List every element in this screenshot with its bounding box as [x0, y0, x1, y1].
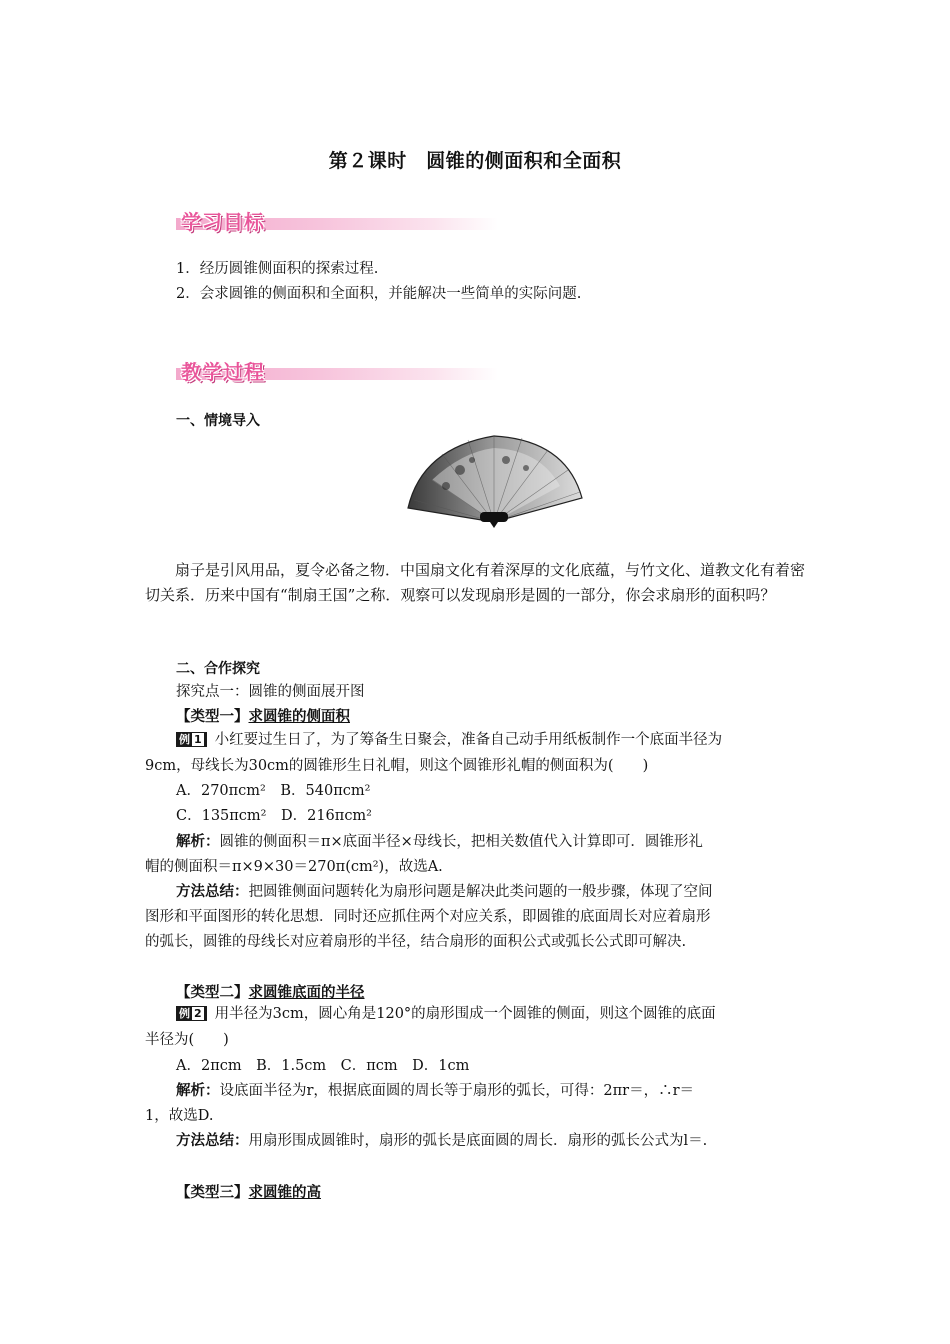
method-label: 方法总结： — [176, 884, 249, 900]
question-text: 用半径为3cm，圆心角是120°的扇形围成一个圆锥的侧面，则这个圆锥的底面 — [214, 1006, 716, 1022]
section-heading: 二、合作探究 — [176, 661, 260, 677]
analysis-line — [176, 831, 703, 853]
question-text: 9cm，母线长为30cm的圆锥形生日礼帽，则这个圆锥形礼帽的侧面积为( ) — [145, 758, 649, 774]
example-badge-number: 2 — [194, 1007, 202, 1020]
example-question — [176, 729, 722, 751]
options-line: C．135πcm² D．216πcm² — [176, 808, 372, 824]
type-title: 求圆锥底面的半径 — [248, 985, 365, 1001]
type-bracket: 【类型二】 — [176, 985, 249, 1001]
type-bracket: 【类型一】 — [176, 709, 249, 725]
goal-item: 1．经历圆锥侧面积的探索过程. — [176, 261, 379, 277]
page-title: 第２课时 圆锥的侧面积和全面积 — [328, 150, 622, 172]
type-heading — [176, 1182, 321, 1204]
type-title: 求圆锥的高 — [248, 1185, 321, 1201]
analysis-label: 解析： — [176, 834, 220, 850]
method-line — [176, 881, 713, 903]
analysis-text: 设底面半径为r，根据底面圆的周长等于扇形的弧长，可得：2πr＝，∴r＝ — [219, 1083, 695, 1099]
question-text: 半径为( ) — [145, 1032, 229, 1048]
analysis-text: 帽的侧面积＝π×9×30＝270π(cm²)，故选A. — [145, 859, 443, 875]
section-heading: 一、情境导入 — [176, 413, 260, 429]
example-badge — [176, 732, 207, 747]
options-line: A．270πcm² B．540πcm² — [176, 783, 371, 799]
analysis-line — [176, 1080, 694, 1102]
method-line — [176, 1130, 707, 1152]
section-banner-process — [176, 356, 498, 382]
question-text: 小红要过生日了，为了筹备生日聚会，准备自己动手用纸板制作一个底面半径为 — [214, 732, 723, 748]
example-badge-label: 例 — [179, 733, 190, 746]
method-text: 把圆锥侧面问题转化为扇形问题是解决此类问题的一般步骤，体现了空间 — [248, 884, 713, 900]
example-badge-number: 1 — [194, 733, 202, 746]
method-text: 图形和平面图形的转化思想．同时还应抓住两个对应关系，即圆锥的底面周长对应着扇形 — [145, 909, 711, 925]
type-heading — [176, 706, 350, 728]
method-text: 的弧长，圆锥的母线长对应着扇形的半径，结合扇形的面积公式或弧长公式即可解决. — [145, 934, 687, 950]
analysis-label: 解析： — [176, 1083, 220, 1099]
example-question — [176, 1003, 716, 1025]
options-line: A．2πcm B．1.5cm C．πcm D．1cm — [176, 1058, 470, 1074]
analysis-text: 圆锥的侧面积＝π×底面半径×母线长，把相关数值代入计算即可．圆锥形礼 — [219, 834, 703, 850]
method-label: 方法总结： — [176, 1133, 249, 1149]
explore-point: 探究点一：圆锥的侧面展开图 — [176, 684, 365, 700]
example-badge — [176, 1006, 207, 1021]
analysis-text: 1，故选D. — [145, 1108, 214, 1124]
type-title: 求圆锥的侧面积 — [248, 709, 350, 725]
fan-image — [402, 430, 586, 530]
method-text: 用扇形围成圆锥时，扇形的弧长是底面圆的周长．扇形的弧长公式为l＝. — [248, 1133, 708, 1149]
banner-text: 教学过程 — [181, 360, 265, 384]
goal-item: 2．会求圆锥的侧面积和全面积，并能解决一些简单的实际问题. — [176, 286, 582, 302]
example-badge-label: 例 — [179, 1007, 190, 1020]
intro-paragraph: 扇子是引风用品，夏令必备之物．中国扇文化有着深厚的文化底蕴，与竹文化、道教文化有着密切关系．历来中国有“制扇王国”之称．观察可以发现扇形是圆的一部分，你会求扇形的面积吗？ — [145, 561, 806, 604]
type-heading — [176, 982, 365, 1004]
section-banner-goals — [176, 206, 498, 232]
banner-text: 学习目标 — [181, 210, 265, 234]
type-bracket: 【类型三】 — [176, 1185, 249, 1201]
